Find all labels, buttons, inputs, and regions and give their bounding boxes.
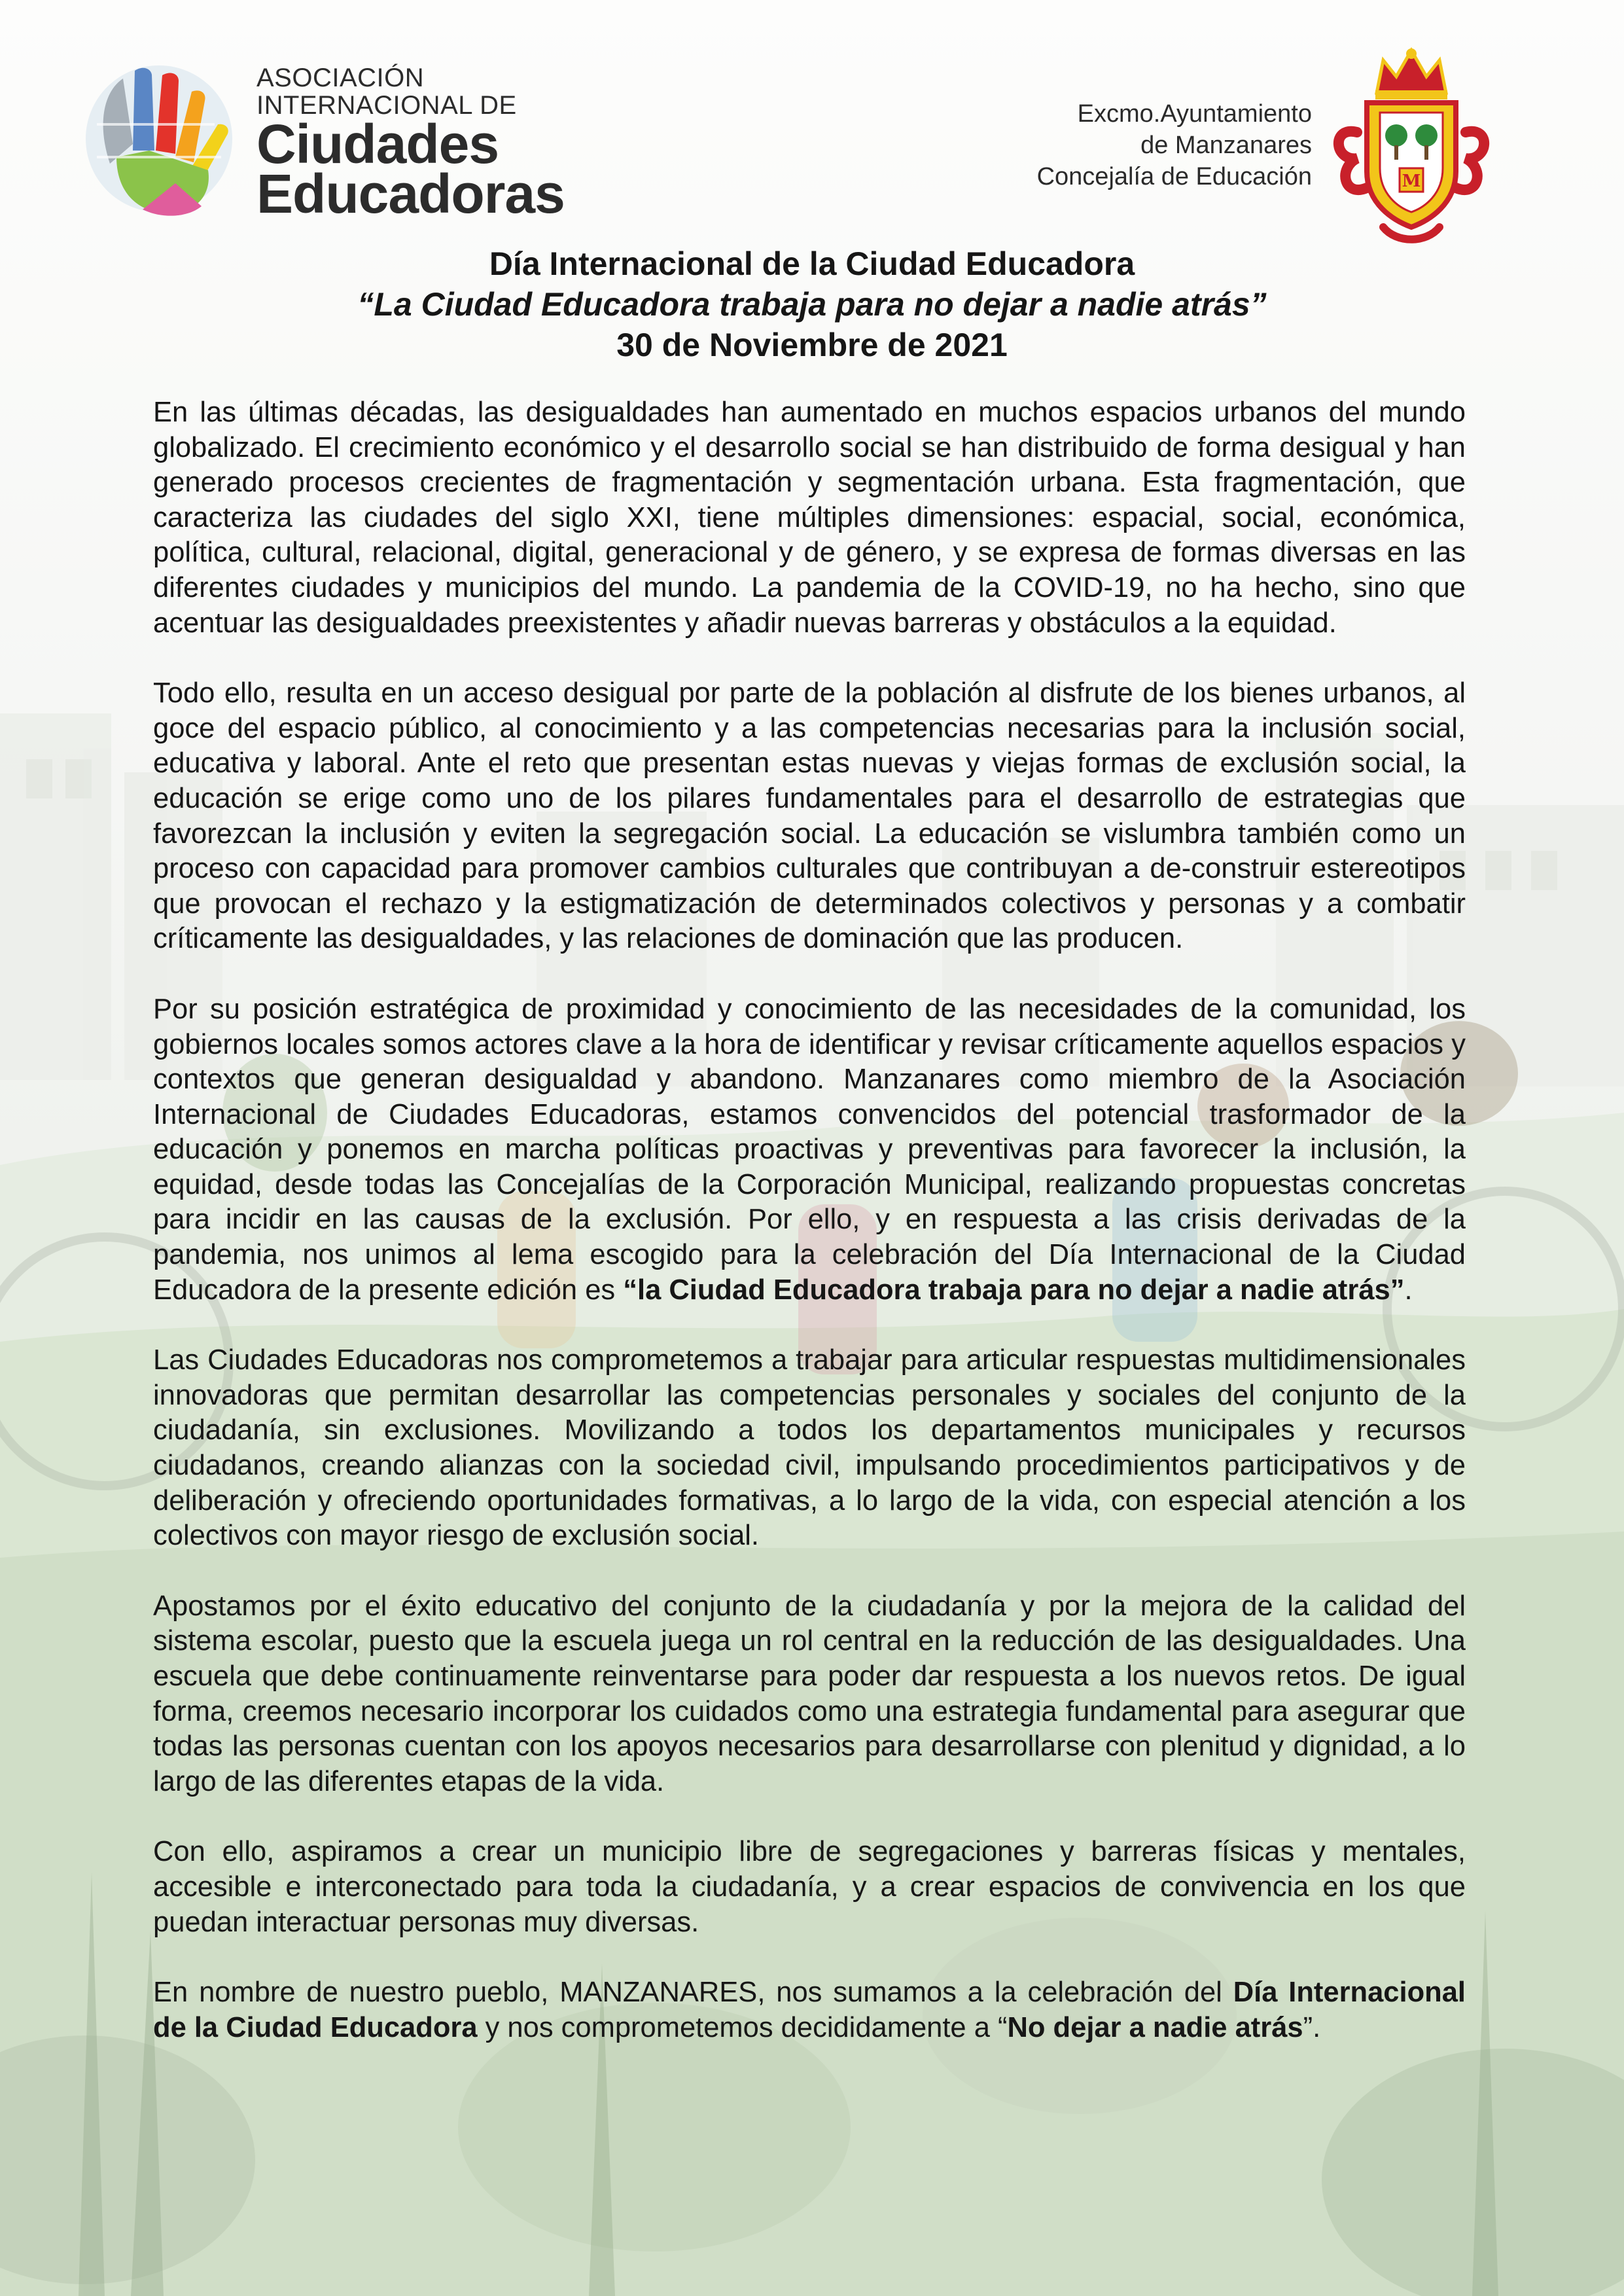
- ayuntamiento-line-2: de Manzanares: [1140, 132, 1312, 159]
- logo-line-3: Ciudades: [256, 113, 499, 175]
- paragraph-3-end: .: [1404, 1274, 1413, 1306]
- document-title: [0, 243, 1624, 365]
- document-body: [153, 395, 1466, 2081]
- paragraph-6: Con ello, aspiramos a crear un municipio libre de segregaciones y barreras físicas y mentales, accesible e interconectado para toda la ciudadanía, y a crear espacios de convivencia en los que puedan interactuar personas muy diversas.: [153, 1836, 1466, 1938]
- logo-line-1: ASOCIACIÓN: [256, 63, 425, 92]
- paragraph-3: [153, 992, 1466, 1308]
- title-line-2: “La Ciudad Educadora trabaja para no dejar a nadie atrás”: [357, 286, 1267, 323]
- paragraph-7-motto: No dejar a nadie atrás: [1007, 2011, 1303, 2043]
- paragraph-5: Apostamos por el éxito educativo del conjunto de la ciudadanía y por la mejora de la calidad del sistema escolar, puesto que la escuela juega un rol central en la reducción de las desigualdades. Una escuela que debe continuamente reinventarse para poder dar respuesta a los nuevos retos. De igual forma, creemos necesario incorporar los cuidados como una estrategia fundamental para asegurar que todas las personas cuentan con los apoyos necesarios para desarrollarse con plenitud y dignidad, a lo largo de las diferentes etapas de la vida.: [153, 1590, 1466, 1797]
- ayuntamiento-block: [1037, 98, 1312, 192]
- paragraph-7-end: ”.: [1303, 2011, 1321, 2043]
- ayuntamiento-line-1: Excmo.Ayuntamiento: [1077, 100, 1312, 128]
- paragraph-7-day: Día Internacional de la Ciudad Educadora: [153, 1977, 1466, 2043]
- paragraph-7-mid: y nos comprometemos decididamente a “: [477, 2011, 1008, 2043]
- paragraph-1: En las últimas décadas, las desigualdades han aumentado en muchos espacios urbanos del mundo globalizado. El crecimiento económico y el desarrollo social se han distribuido de forma desigual y han generado procesos crecientes de fragmentación y segmentación urbana. Esta fragmentación, que caracteriza las ciudades del siglo XXI, tiene múltiples dimensiones: espacial, social, económica, política, cultural, relacional, digital, generacional y de género, y se expresa de formas diversas en las diferentes ciudades y municipios del mundo. La pandemia de la COVID-19, no ha hecho, sino que acentuar las desigualdades preexistentes y añadir nuevas barreras y obstáculos a la equidad.: [153, 397, 1466, 639]
- logo-line-4: Educadoras: [256, 163, 565, 224]
- municipal-crest-icon: [1331, 47, 1492, 243]
- logo-line-2: INTERNACIONAL DE: [256, 91, 517, 120]
- title-date: 30 de Noviembre de 2021: [616, 327, 1008, 363]
- paragraph-7: [153, 1975, 1466, 2045]
- paragraph-4: Las Ciudades Educadoras nos comprometemos a trabajar para articular respuestas multidimensionales innovadoras que permitan desarrollar las competencias personales y sociales del conjunto de la ciudadanía, sin exclusiones. Movilizando a todos los departamentos municipales y recursos ciudadanos, creando alianzas con la sociedad civil, impulsando procedimientos participativos y de deliberación y ofreciendo oportunidades formativas, a lo largo de la vida, con especial atención a los colectivos con mayor riesgo de exclusión social.: [153, 1344, 1466, 1552]
- title-line-1: Día Internacional de la Ciudad Educadora: [489, 245, 1135, 282]
- paragraph-2: Todo ello, resulta en un acceso desigual por parte de la población al disfrute de los bienes urbanos, al goce del espacio público, al conocimiento y a las competencias necesarias para la inclusión social, educativa y laboral. Ante el reto que presentan estas nuevas y viejas formas de exclusión social, la educación se erige como uno de los pilares fundamentales para el desarrollo de estrategias que favorezcan la inclusión y eviten la segregación social. La educación se vislumbra también como un proceso con capacidad para promover cambios culturales que contribuyan a de-construir estereotipos que provocan el rechazo y la estigmatización de determinados colectivos y personas y a combatir críticamente las desigualdades, y las relaciones de dominación que las producen.: [153, 677, 1466, 955]
- paragraph-7-text: En nombre de nuestro pueblo, MANZANARES, nos sumamos a la celebración del: [153, 1977, 1233, 2009]
- svg-text:M: M: [1402, 171, 1421, 191]
- aice-logo-text: [256, 63, 565, 224]
- ayuntamiento-line-3: Concejalía de Educación: [1036, 163, 1312, 190]
- paragraph-3-motto: “la Ciudad Educadora trabaja para no dejar a nadie atrás”: [623, 1274, 1405, 1306]
- paragraph-3-text: Por su posición estratégica de proximidad y conocimiento de las necesidades de la comunidad, los gobiernos locales somos actores clave a la hora de identificar y revisar críticamente aquellos espacios y contextos que generan desigualdad y abandono. Manzanares como miembro de la Asociación Internacional de Ciudades Educadoras, estamos convencidos del potencial trasformador de la educación y ponemos en marcha políticas proactivas y preventivas para favorecer la inclusión, la equidad, desde todas las Concejalías de la Corporación Municipal, realizando propuestas concretas para incidir en las causas de la exclusión. Por ello, y en respuesta a las crisis derivadas de la pandemia, nos unimos al lema escogido para la celebración del Día Internacional de la Ciudad Educadora de la presente edición es: [153, 993, 1466, 1306]
